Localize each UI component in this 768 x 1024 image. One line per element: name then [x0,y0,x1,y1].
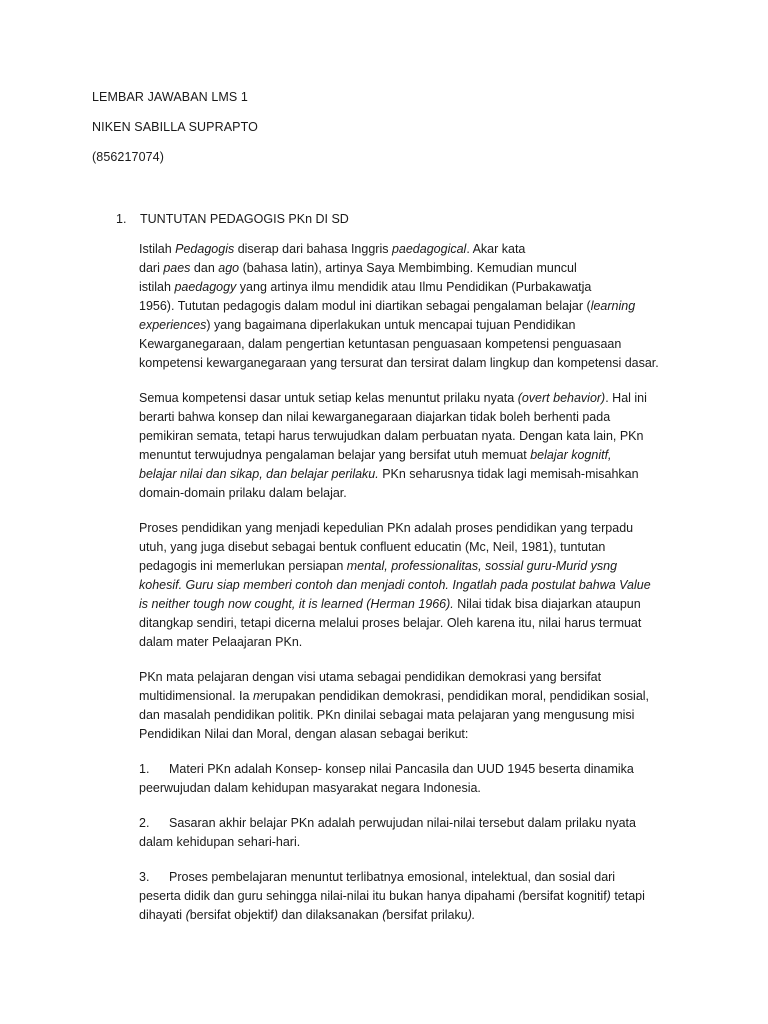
paragraph-line: kohesif. Guru siap memberi contoh dan menjadi contoh. Ingatlah pada postulat bahwa Value [139,578,651,592]
paragraph-line: 1. Materi PKn adalah Konsep- konsep nilai Pancasila dan UUD 1945 beserta dinamika [139,760,679,779]
paragraph-line: Proses pendidikan yang menjadi kepedulian PKn adalah proses pendidikan yang terpadu [139,521,634,535]
student-id: (856217074) [92,150,164,164]
paragraph-line: ditangkap sendiri, tetapi dicerna melalui proses belajar. Oleh karena itu, nilai harus termuat [139,616,642,630]
paragraph-line: PKn mata pelajaran dengan visi utama sebagai pendidikan demokrasi yang bersifat [139,670,602,684]
paragraph-line: pedagogis ini memerlukan persiapan mental, professionalitas, sossial guru-Murid ysng [139,559,618,573]
list-item [139,760,679,798]
paragraph-line: Pendidikan Nilai dan Moral, dengan alasan sebagai berikut: [139,727,469,741]
paragraph-line: belajar nilai dan sikap, dan belajar perilaku. PKn seharusnya tidak lagi memisah-misahkan [139,467,639,481]
paragraph-line: Istilah Pedagogis diserap dari bahasa Inggris paedagogical. Akar kata [139,242,526,256]
paragraph-line: menuntut terwujudnya pengalaman belajar yang bersifat utuh memuat belajar kognitf, [139,448,612,462]
paragraph-line: 2. Sasaran akhir belajar PKn adalah perwujudan nilai-nilai tersebut dalam prilaku nyata [139,814,679,833]
paragraph-line: peserta didik dan guru sehingga nilai-nilai itu bukan hanya dipahami (bersifat kognitif) tetapi [139,889,645,903]
paragraph-line: 1956). Tututan pedagogis dalam modul ini diartikan sebagai pengalaman belajar (learning [139,299,636,313]
paragraph-visi [139,668,679,744]
paragraph-line: dan masalah pendidikan politik. PKn dinilai sebagai mata pelajaran yang mengusung misi [139,708,635,722]
paragraph-line: Kewarganegaraan, dalam pengertian ketuntasan penguasaan kompetensi penguasaan [139,337,622,351]
paragraph-line: dari paes dan ago (bahasa latin), artinya Saya Membimbing. Kemudian muncul [139,261,577,275]
paragraph-pedagogis [139,240,679,373]
list-number: 2. [139,816,150,830]
author-name: NIKEN SABILLA SUPRAPTO [92,120,258,134]
paragraph-line: dalam kehidupan sehari-hari. [139,835,301,849]
paragraph-line: utuh, yang juga disebut sebagai bentuk confluent educatin (Mc, Neil, 1981), tuntutan [139,540,606,554]
paragraph-line: is neither tough now cought, it is learned (Herman 1966). Nilai tidak bisa diajarkan ataupun [139,597,641,611]
paragraph-line: domain-domain prilaku dalam belajar. [139,486,347,500]
paragraph-line: experiences) yang bagaimana diperlakukan untuk mencapai tujuan Pendidikan [139,318,576,332]
paragraph-line: multidimensional. Ia merupakan pendidikan demokrasi, pendidikan moral, pendidikan sosial, [139,689,650,703]
list-item [139,868,679,925]
paragraph-line: Semua kompetensi dasar untuk setiap kelas menuntut prilaku nyata (overt behavior). Hal ini [139,391,647,405]
paragraph-line: 3. Proses pembelajaran menuntut terlibatnya emosional, intelektual, dan sosial dari [139,868,679,887]
paragraph-line: dalam mater Pelaajaran PKn. [139,635,303,649]
list-number: 1. [139,762,150,776]
paragraph-line: dihayati (bersifat objektif) dan dilaksanakan (bersifat prilaku). [139,908,476,922]
list-item [139,814,679,852]
section-body [139,240,679,941]
section-heading [116,212,349,226]
paragraph-line: pemikiran semata, tetapi harus terwujudkan dalam perbuatan nyata. Dengan kata lain, PKn [139,429,644,443]
paragraph-line: berarti bahwa konsep dan nilai kewarganegaraan diajarkan tidak boleh berhenti pada [139,410,611,424]
paragraph-proses [139,519,679,652]
section-title: TUNTUTAN PEDAGOGIS PKn DI SD [140,212,349,226]
paragraph-kompetensi [139,389,679,503]
paragraph-line: kompetensi kewarganegaraan yang tersurat dan tersirat dalam lingkup dan kompetensi dasar. [139,356,659,370]
document-title: LEMBAR JAWABAN LMS 1 [92,90,248,104]
list-number: 3. [139,870,150,884]
paragraph-line: peerwujudan dalam kehidupan masyarakat negara Indonesia. [139,781,481,795]
section-number: 1. [116,212,127,226]
paragraph-line: istilah paedagogy yang artinya ilmu mendidik atau Ilmu Pendidikan (Purbakawatja [139,280,592,294]
